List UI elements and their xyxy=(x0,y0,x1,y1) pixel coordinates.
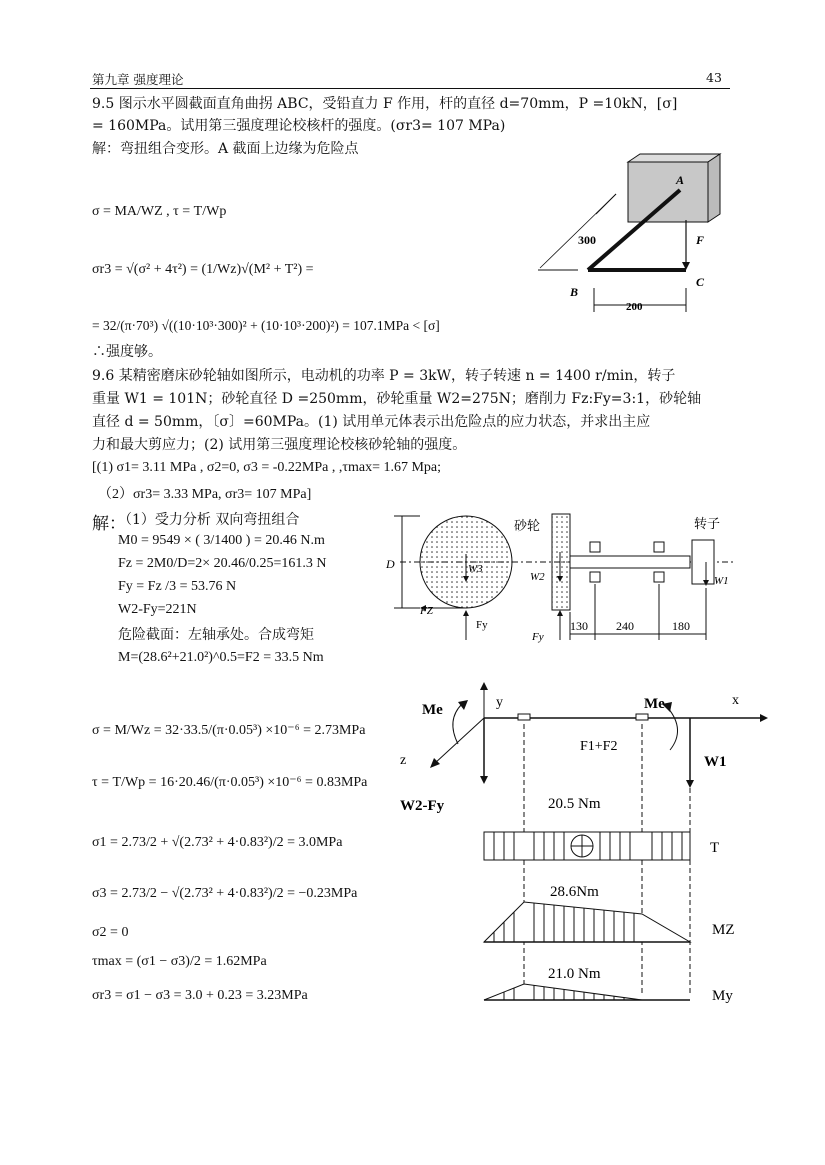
calc-fy: Fy = Fz /3 = 53.76 N xyxy=(118,579,237,594)
label-fz: FZ xyxy=(420,605,433,617)
label-my: My xyxy=(712,988,733,1004)
label-mz: MZ xyxy=(712,922,735,938)
label-300: 300 xyxy=(578,233,596,247)
dim-240: 240 xyxy=(616,619,634,633)
crank-figure xyxy=(530,150,740,325)
label-t: T xyxy=(710,840,720,856)
label-me-right: Me xyxy=(644,696,665,712)
shaft-figure xyxy=(380,500,740,650)
eq-sigma1: σ1 = 2.73/2 + √(2.73² + 4·0.83²)/2 = 3.0MPa xyxy=(92,835,343,850)
equation-sigma-r3: σr3 = √(σ² + 4τ²) = (1/Wz)√(M² + T²) = xyxy=(92,262,314,277)
problem-9-5-line1: 9.5 图示水平圆截面直角曲拐 ABC，受铅直力 F 作用，杆的直径 d=70mm，P =10kN，[σ] xyxy=(92,96,678,112)
calc-m0: M0 = 9549 × ( 3/1400 ) = 20.46 N.m xyxy=(118,533,325,548)
eq-tau-max: τmax = (σ1 − σ3)/2 = 1.62MPa xyxy=(92,954,267,969)
label-a: A xyxy=(676,173,685,187)
label-z: z xyxy=(400,753,407,768)
problem-9-6-line2: 重量 W1 = 101N；砂轮直径 D =250mm，砂轮重量 W2=275N；磨削力 Fz:Fy=3:1，砂轮轴 xyxy=(92,391,702,407)
page-number: 43 xyxy=(706,70,722,85)
label-f1f2: F1+F2 xyxy=(580,739,618,754)
label-w2: W2 xyxy=(530,571,545,583)
equation-result: = 32/(π·70³) √((10·10³·300)² + (10·10³·200)²) = 107.1MPa < [σ] xyxy=(92,318,440,333)
solution-head: 解： xyxy=(92,514,126,534)
mz-value: 28.6Nm xyxy=(550,884,599,900)
problem-9-6-line3: 直径 d = 50mm，〔σ〕=60MPa。(1) 试用单元体表示出危险点的应力状态，并求出主应 xyxy=(92,414,651,430)
eq-tau: τ = T/Wp = 16·20.46/(π·0.05³) ×10⁻⁶ = 0.83MPa xyxy=(92,775,368,790)
label-200: 200 xyxy=(626,301,643,313)
solution-step1: （1）受力分析 双向弯扭组合 xyxy=(118,512,300,528)
label-c: C xyxy=(696,275,705,289)
calc-fz: Fz = 2M0/D=2× 20.46/0.25=161.3 N xyxy=(118,556,327,571)
answer-line2: （2）σr3= 3.33 MPa, σr3= 107 MPa] xyxy=(98,487,312,502)
my-value: 21.0 Nm xyxy=(548,966,601,982)
eq-sigma3: σ3 = 2.73/2 − √(2.73² + 4·0.83²)/2 = −0.23MPa xyxy=(92,886,358,901)
label-fy: Fy xyxy=(476,619,488,631)
rotor xyxy=(692,540,714,584)
solution-9-5: 解：弯扭组合变形。A 截面上边缘为危险点 xyxy=(92,141,359,157)
label-w2-fy: W2-Fy xyxy=(400,798,445,814)
label-w1: W1 xyxy=(714,575,729,587)
calc-moment: M=(28.6²+21.0²)^0.5=F2 = 33.5 Nm xyxy=(118,650,324,665)
answer-line1: [(1) σ1= 3.11 MPa , σ2=0, σ3 = -0.22MPa , ,τmax= 1.67 Mpa; xyxy=(92,460,442,475)
chapter-header: 第九章 强度理论 xyxy=(92,72,184,87)
label-wheel: 砂轮 xyxy=(514,518,541,533)
label-fy2: Fy xyxy=(532,631,544,643)
label-me-left: Me xyxy=(422,702,443,718)
label-f: F xyxy=(696,233,705,247)
header-rule xyxy=(90,88,730,89)
calc-w2: W2-Fy=221N xyxy=(118,602,197,617)
label-d: D xyxy=(386,557,395,571)
label-w1-force: W1 xyxy=(704,754,727,770)
torque-value: 20.5 Nm xyxy=(548,796,601,812)
label-b: B xyxy=(570,285,579,299)
eq-sigma2: σ2 = 0 xyxy=(92,925,129,940)
equation-sigma-tau: σ = MA/WZ , τ = T/Wp xyxy=(92,204,227,219)
label-x: x xyxy=(732,693,739,708)
dim-130: 130 xyxy=(570,619,588,633)
dim-180: 180 xyxy=(672,619,690,633)
problem-9-6-line1: 9.6 某精密磨床砂轮轴如图所示，电动机的功率 P = 3kW，转子转速 n = 1400 r/min，转子 xyxy=(92,368,676,384)
label-y: y xyxy=(496,695,503,710)
conclusion: ∴强度够。 xyxy=(92,344,162,360)
eq-sigma: σ = M/Wz = 32·33.5/(π·0.05³) ×10⁻⁶ = 2.73MPa xyxy=(92,723,366,738)
label-rotor: 转子 xyxy=(694,516,721,531)
wheel-side xyxy=(552,514,570,610)
problem-9-5-line2: = 160MPa。试用第三强度理论校核杆的强度。(σr3= 107 MPa) xyxy=(92,118,506,134)
problem-9-6-line4: 力和最大剪应力；(2) 试用第三强度理论校核砂轮轴的强度。 xyxy=(92,437,467,453)
critical-section: 危险截面：左轴承处。合成弯矩 xyxy=(118,627,314,643)
eq-sigma-r3: σr3 = σ1 − σ3 = 3.0 + 0.23 = 3.23MPa xyxy=(92,988,308,1003)
force-diagram xyxy=(400,678,770,1023)
label-w3: W3 xyxy=(468,563,483,575)
